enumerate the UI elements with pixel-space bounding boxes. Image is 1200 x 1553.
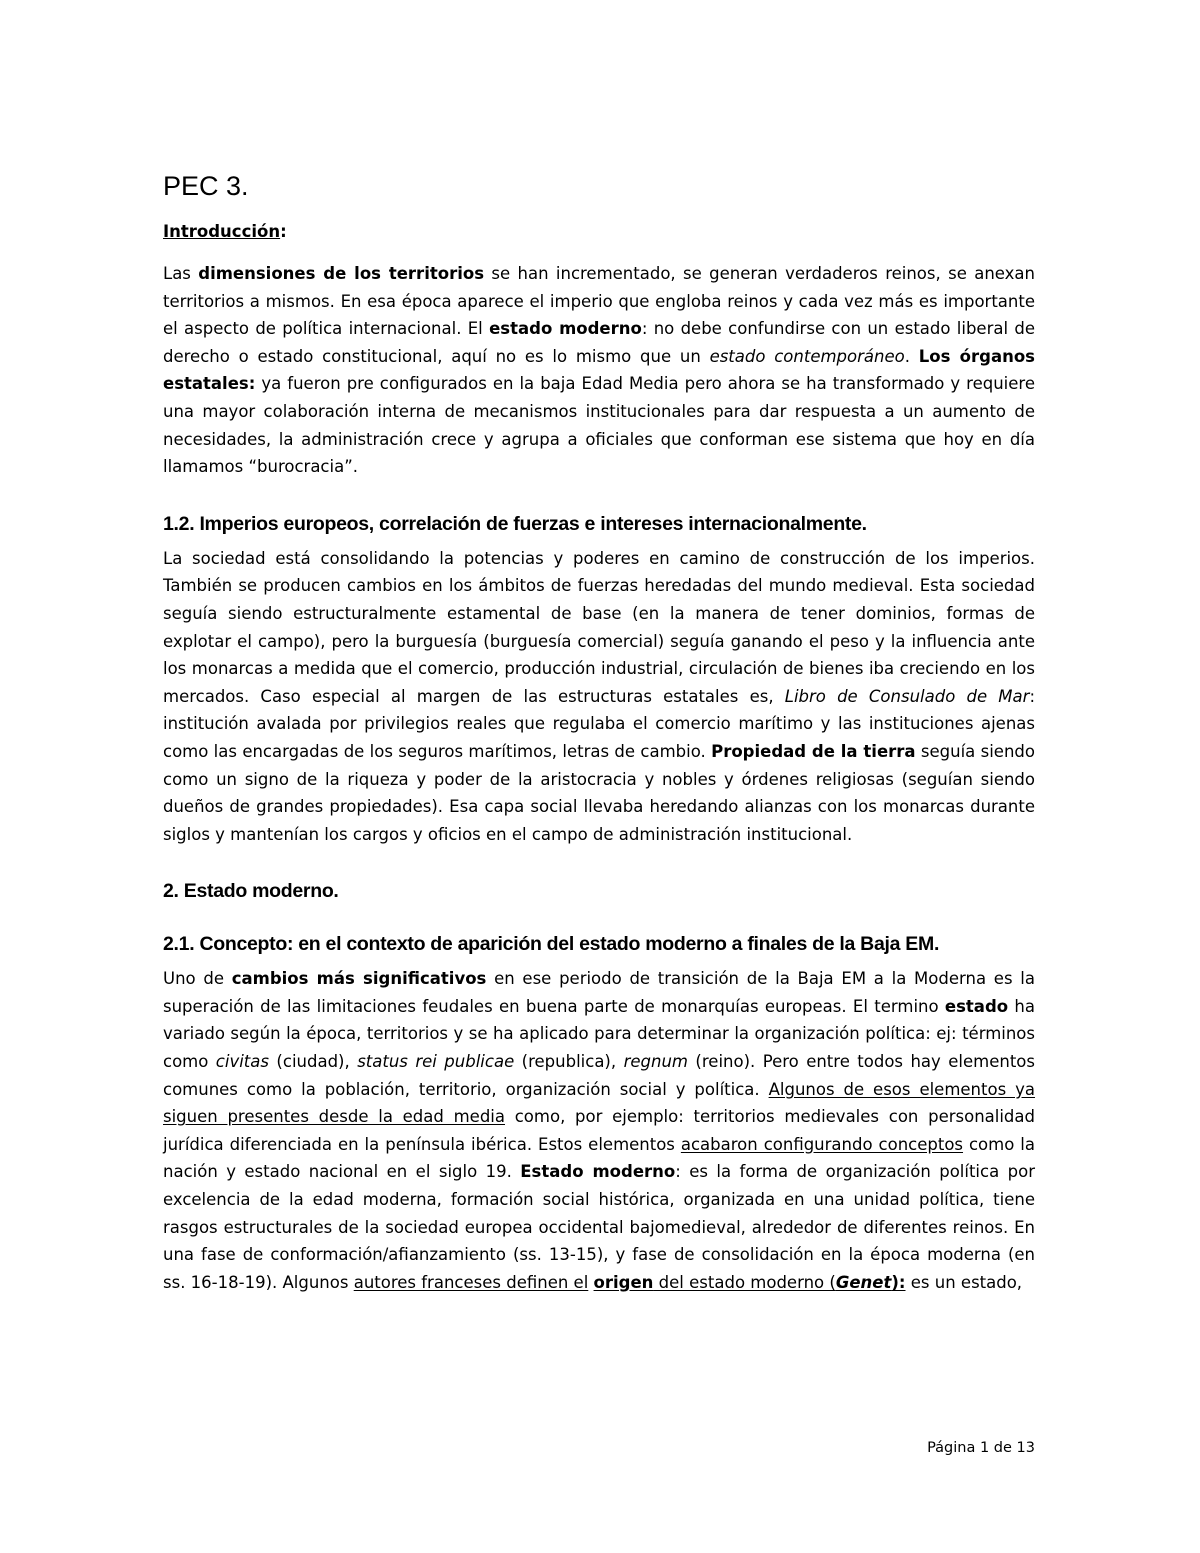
text-run: ha variado según la época, territorios y se ha aplicado para determinar la organización política: ej: términos como (163, 996, 1035, 1072)
text-run: (republica), (514, 1052, 624, 1072)
bold-underline-run: ): (891, 1272, 906, 1292)
bold-run: estado (944, 996, 1009, 1016)
section-heading-1-2: 1.2. Imperios europeos, correlación de fuerzas e intereses internacionalmente. (163, 512, 867, 535)
text-run: : no debe confundirse con un estado liberal de derecho o estado constitucional, aquí no es lo mismo que un (163, 319, 1036, 366)
text-run: Uno de (163, 969, 232, 989)
text-run: (reino). Pero entre todos hay elementos comunes como la población, territorio, organización social y política. (163, 1052, 1035, 1099)
section-1-2-paragraph (163, 545, 1035, 849)
text-run: : institución avalada por privilegios reales que regulaba el comercio marítimo y las instituciones ajenas como las encargadas de los seguros marítimos, letras de cambio. (163, 686, 1035, 761)
intro-paragraph (163, 260, 1035, 481)
intro-heading (163, 218, 1035, 246)
bold-run: Estado moderno (520, 1162, 676, 1182)
underline-run (594, 1273, 906, 1292)
text-run: La sociedad está consolidando la potencias y poderes en camino de construcción de los imperios. También se producen cambios en los ámbitos de fuerzas heredadas del mundo medieval. Esta sociedad seguía siendo estructuralmente estamental de base (en la manera de tener dominios, formas de explotar el campo), pero la burguesía (burguesía comercial) seguía ganando el peso y la influencia ante los monarcas a medida que el comercio, producción industrial, circulación de bienes iba creciendo en los mercados. Caso especial al margen de las estructuras estatales es, (163, 548, 1035, 706)
text-run: se han incrementado, se generan verdaderos reinos, se anexan territorios a mismos. En esa época aparece el imperio que engloba reinos y cada vez más es importante el aspecto de política internacional. El (163, 264, 1035, 339)
italic-run: civitas (215, 1052, 269, 1072)
underline-run: del estado moderno ( (653, 1272, 836, 1292)
bold-run: dimensiones de los territorios (198, 264, 485, 283)
bold-run: Propiedad de la tierra (711, 741, 916, 761)
section-2-1-paragraph (163, 965, 1035, 1296)
text-run: : es la forma de organización política por excelencia de la edad moderna, formación social histórica, organizada en una unidad política, tiene rasgos estructurales de la sociedad europea occidental bajomedieval, alrededor de diferentes reinos. En una fase de conformación/afianzamiento (ss. 13-15), y fase de consolidación en la época moderna (en ss. 16-18-19). Algunos (163, 1162, 1035, 1292)
underline-run: Algunos de esos elementos ya siguen presentes desde la edad media (163, 1079, 1035, 1127)
italic-run: Libro de Consulado de Mar (784, 686, 1030, 706)
bold-run: cambios más significativos (231, 969, 487, 989)
text-run: ya fueron pre configurados en la baja Edad Media pero ahora se ha transformado y requiere una mayor colaboración interna de mecanismos institucionales para dar respuesta a un aumento de necesidades, la administración crece y agrupa a oficiales que conforman ese sistema que hoy en día llamamos “burocracia”. (163, 374, 1035, 477)
italic-run: regnum (623, 1052, 688, 1072)
bold-italic-underline-run: Genet (835, 1272, 892, 1292)
page-title: PEC 3. (163, 171, 249, 201)
italic-run: status rei publicae (357, 1052, 515, 1072)
intro-heading-colon: : (280, 222, 287, 241)
section-heading-2-1: 2.1. Concepto: en el contexto de aparición del estado moderno a finales de la Baja EM. (163, 933, 940, 956)
bold-underline-run: origen (593, 1272, 654, 1292)
document-body (163, 166, 1035, 1296)
bold-run: Los órganos estatales: (163, 346, 1035, 394)
section-heading-2: 2. Estado moderno. (163, 880, 339, 903)
text-run: en ese periodo de transición de la Baja EM a la Moderna es la superación de las limitaciones feudales en buena parte de monarquías europeas. El termino (163, 969, 1035, 1016)
intro-heading-text: Introducción (163, 222, 281, 241)
text-run: como la nación y estado nacional en el siglo 19. (163, 1134, 1035, 1182)
page-number-footer: Página 1 de 13 (927, 1440, 1035, 1456)
underline-run: acabaron configurando conceptos (680, 1134, 964, 1154)
text-run: es un estado, (905, 1272, 1023, 1292)
text-run: Las (163, 264, 199, 283)
text-run: seguía siendo como un signo de la riqueza y poder de la aristocracia y nobles y órdenes religiosas (seguían siendo dueños de grandes propiedades). Esa capa social llevaba heredando alianzas con los monarcas durante siglos y mantenían los cargos y oficios en el campo de administración institucional. (163, 741, 1035, 844)
text-run: como, por ejemplo: territorios medievales con personalidad jurídica diferenciada en la península ibérica. Estos elementos (163, 1107, 1035, 1154)
italic-run: estado contemporáneo (709, 346, 905, 366)
text-run: . (904, 346, 919, 366)
bold-run: estado moderno (489, 319, 642, 339)
text-run: (ciudad), (268, 1052, 358, 1072)
underline-run: autores franceses definen el (353, 1272, 589, 1292)
